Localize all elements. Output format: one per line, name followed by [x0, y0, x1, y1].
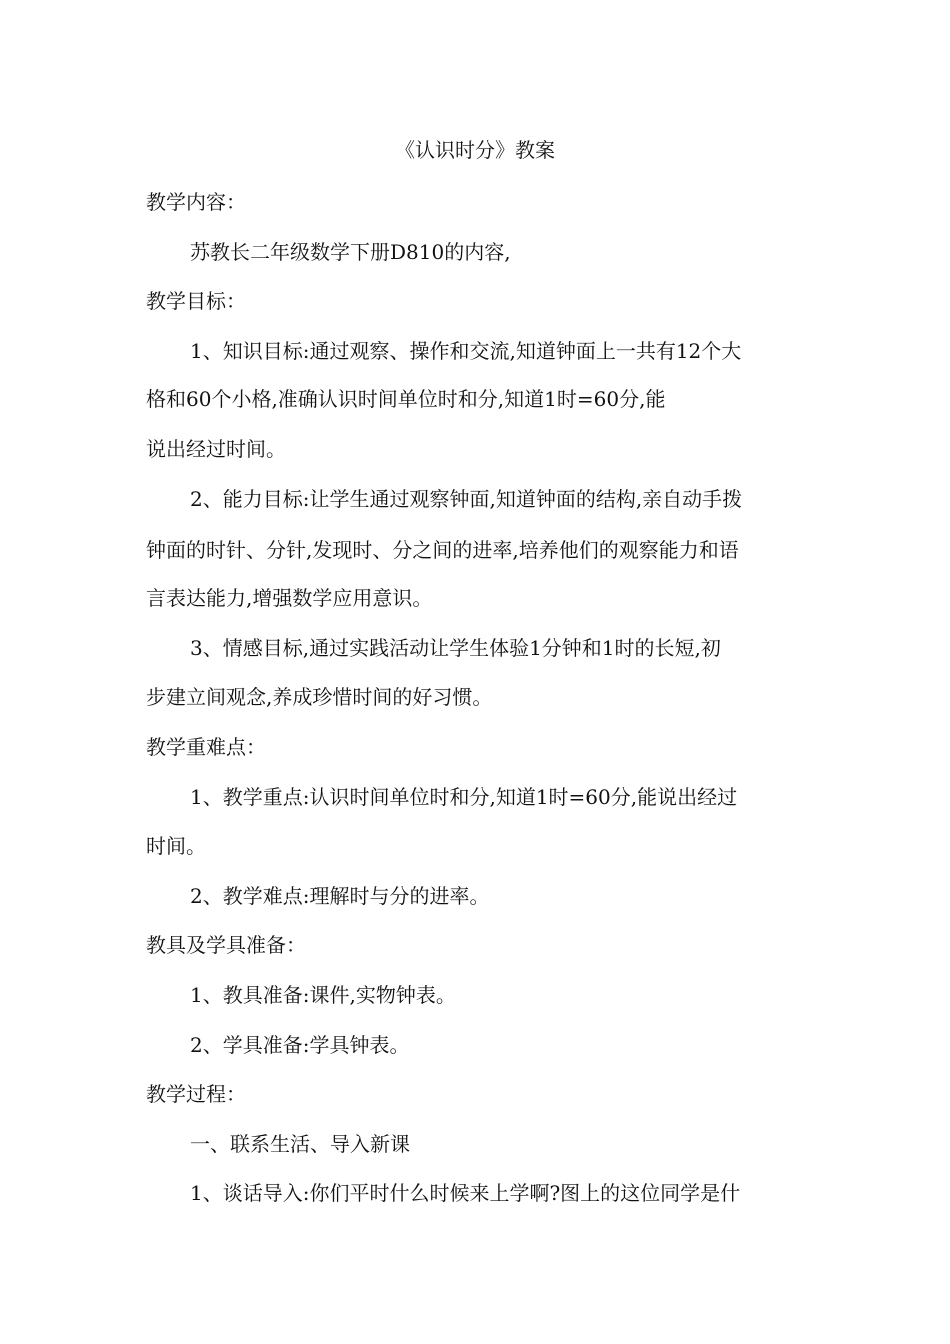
paragraph-line: 言表达能力,增强数学应用意识。	[146, 586, 433, 610]
section-heading-process: 教学过程：	[146, 1082, 246, 1106]
paragraph-line: 3、情感目标,通过实践活动让学生体验1分钟和1时的长短,初	[190, 636, 721, 660]
paragraph-line: 1、知识目标:通过观察、操作和交流,知道钟面上一共有12个大	[190, 339, 742, 363]
paragraph-line: 一、联系生活、导入新课	[190, 1132, 410, 1156]
section-heading-content: 教学内容：	[146, 190, 246, 214]
paragraph-line: 1、教具准备:课件,实物钟表。	[190, 983, 456, 1007]
paragraph-line: 2、能力目标:让学生通过观察钟面,知道钟面的结构,亲自动手拨	[190, 487, 743, 511]
paragraph-line: 钟面的时针、分针,发现时、分之间的进率,培养他们的观察能力和语	[146, 538, 739, 562]
paragraph-line: 1、谈话导入:你们平时什么时候来上学啊?图上的这位同学是什	[190, 1181, 741, 1205]
section-heading-objectives: 教学目标：	[146, 289, 246, 313]
paragraph-line: 2、学具准备:学具钟表。	[190, 1033, 410, 1057]
section-heading-key-points: 教学重难点：	[146, 735, 266, 759]
document-title: 《认识时分》教案	[395, 138, 555, 162]
paragraph-line: 2、教学难点:理解时与分的进率。	[190, 884, 490, 908]
paragraph-line: 时间。	[146, 834, 206, 858]
paragraph-line: 苏教长二年级数学下册D810的内容,	[190, 240, 511, 264]
paragraph-line: 说出经过时间。	[146, 437, 286, 461]
paragraph-line: 格和60个小格,准确认识时间单位时和分,知道1时=60分,能	[146, 387, 666, 411]
section-heading-materials: 教具及学具准备：	[146, 933, 306, 957]
paragraph-line: 步建立间观念,养成珍惜时间的好习惯。	[146, 685, 493, 709]
paragraph-line: 1、教学重点:认识时间单位时和分,知道1时=60分,能说出经过	[190, 785, 738, 809]
